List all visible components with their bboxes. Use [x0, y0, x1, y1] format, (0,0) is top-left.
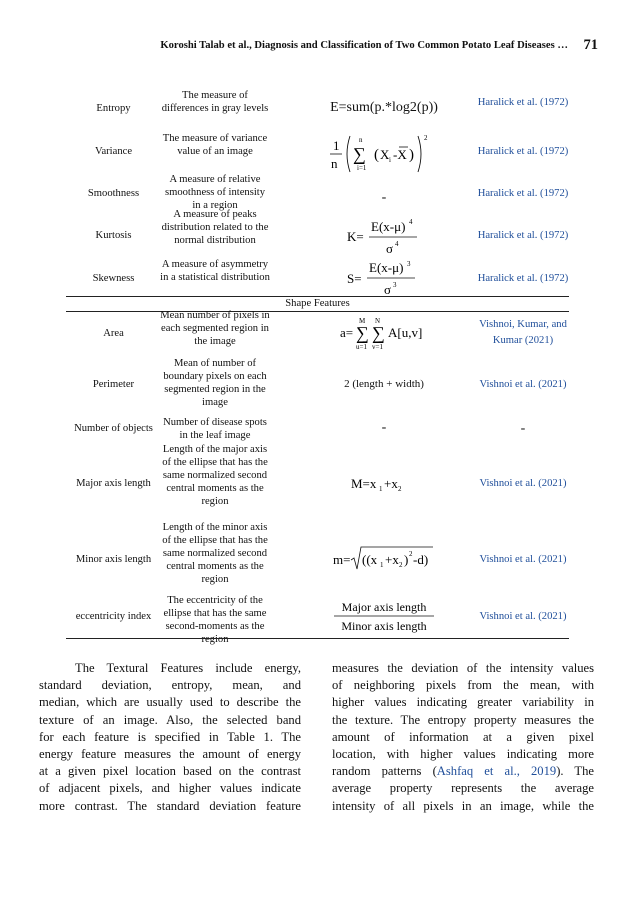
- reference-link[interactable]: Vishnoi et al. (2021): [479, 378, 567, 390]
- feature-description: A measure of relative smoothness of intensity in a region: [164, 174, 266, 211]
- feature-name: Number of objects: [74, 422, 153, 434]
- svg-text:2: 2: [398, 485, 402, 493]
- reference-link[interactable]: Haralick et al. (1972): [477, 272, 569, 284]
- formula: -: [381, 190, 387, 205]
- feature-description: Length of the minor axis of the ellipse that has the same normalized second central moments as the region: [162, 522, 268, 585]
- formula: [284, 443, 484, 523]
- feature-description: Mean number of pixels in each segmented region in the image: [160, 310, 270, 347]
- svg-text:4: 4: [409, 218, 413, 226]
- running-header: [0, 38, 638, 58]
- paragraph-line: intensity of all pixels in an image, while the: [332, 798, 594, 813]
- paragraph-line: texture of an image. Also, the selected band: [39, 712, 301, 727]
- paragraph-line: The Textural Features include energy,: [75, 661, 301, 675]
- svg-text:a=: a=: [340, 325, 354, 340]
- table-row: [66, 258, 569, 298]
- formula: [284, 130, 484, 176]
- area-formula-graphic: [334, 313, 434, 353]
- feature-name: eccentricity index: [75, 610, 152, 622]
- formula: [284, 309, 484, 357]
- svg-text:i=1: i=1: [357, 164, 367, 172]
- svg-text:X: X: [380, 147, 390, 162]
- svg-text:): ): [404, 552, 409, 567]
- reference-link[interactable]: Vishnoi et al. (2021): [479, 477, 567, 489]
- feature-description: A measure of asymmetry in a statistical distribution: [160, 259, 270, 283]
- svg-text:3: 3: [407, 260, 411, 268]
- svg-text:S=: S=: [347, 271, 362, 286]
- svg-text:σ: σ: [386, 241, 394, 256]
- paragraph-line: of adjacent pixels, and higher values indicate: [39, 781, 301, 796]
- paragraph-line: of neighboring pixels from the mean, with: [332, 678, 594, 693]
- formula: [284, 208, 484, 262]
- feature-name: Variance: [94, 145, 133, 157]
- svg-text:2: 2: [409, 550, 413, 558]
- svg-text:E(x-μ): E(x-μ): [371, 219, 406, 234]
- feature-description: The measure of variance value of an image: [162, 133, 268, 157]
- table-row: [66, 130, 569, 172]
- svg-text:+x: +x: [384, 476, 398, 491]
- svg-text:∑: ∑: [372, 323, 385, 343]
- formula: -: [381, 420, 387, 435]
- paragraph-line: amount of information at a given pixel: [332, 729, 594, 744]
- feature-description: Mean of number of boundary pixels on each segmented region in the image: [163, 358, 267, 408]
- svg-text:2: 2: [424, 134, 428, 142]
- svg-text:u=1: u=1: [356, 343, 367, 351]
- svg-text:-X: -X: [393, 147, 407, 162]
- svg-text:v=1: v=1: [372, 343, 383, 351]
- major-axis-formula-graphic: [339, 471, 429, 495]
- page-number: 71: [583, 37, 598, 53]
- svg-text:∑: ∑: [353, 144, 366, 164]
- svg-text:2: 2: [399, 561, 403, 569]
- feature-name: Skewness: [92, 272, 135, 284]
- paragraph-line: the texture. The entropy property measures the: [332, 712, 594, 727]
- svg-text:∑: ∑: [356, 323, 369, 343]
- paragraph-line: standard deviation, entropy, mean, and: [39, 678, 301, 693]
- svg-text:N: N: [375, 317, 381, 325]
- eccentricity-formula-graphic: [324, 596, 444, 636]
- feature-name: Area: [103, 327, 124, 339]
- svg-text:((x: ((x: [362, 552, 378, 567]
- paragraph-line: measures the deviation of the intensity values: [332, 661, 594, 675]
- feature-name: Minor axis length: [75, 553, 152, 565]
- table-bottom-rule: [66, 638, 569, 639]
- feature-description: The measure of differences in gray levels: [161, 90, 269, 114]
- svg-text:3: 3: [393, 281, 397, 289]
- table-row: [66, 414, 569, 442]
- feature-description: A measure of peaks distribution related to the normal distribution: [161, 209, 269, 246]
- paragraph-line: median, which are usually used to describe the: [39, 695, 301, 710]
- reference-link[interactable]: Haralick et al. (1972): [477, 187, 569, 199]
- table-row: [66, 309, 569, 357]
- svg-text:E(x-μ): E(x-μ): [369, 260, 404, 275]
- minor-axis-formula-graphic: [329, 544, 439, 574]
- svg-text:Major axis length: Major axis length: [341, 600, 427, 614]
- svg-text:-d): -d): [413, 552, 429, 567]
- feature-description: Length of the major axis of the ellipse that has the same normalized second central moments as the region: [162, 444, 268, 507]
- svg-text:n: n: [331, 156, 338, 171]
- svg-text:σ: σ: [384, 282, 392, 297]
- feature-name: Kurtosis: [95, 229, 132, 241]
- table-row: [66, 208, 569, 262]
- paragraph-line: at a given pixel location based on the contrast: [39, 764, 301, 779]
- reference-link[interactable]: Haralick et al. (1972): [477, 145, 569, 157]
- paragraph-line: for each feature is specified in Table 1. The: [39, 729, 301, 744]
- variance-formula-graphic: [324, 130, 444, 176]
- formula: 2 (length + width): [344, 378, 424, 390]
- body-column-right: [332, 660, 594, 815]
- paragraph-line: more contrast. The standard deviation feature: [39, 798, 301, 813]
- paragraph-line: average property represents the average: [332, 781, 594, 796]
- paragraph-line: energy feature measures the amount of energy: [39, 747, 301, 762]
- table-divider: [66, 296, 569, 297]
- svg-text:1: 1: [379, 485, 383, 493]
- skewness-formula-graphic: [339, 258, 429, 298]
- reference-link[interactable]: Vishnoi, Kumar, and Kumar (2021): [479, 319, 567, 346]
- reference-link[interactable]: Vishnoi et al. (2021): [479, 610, 567, 622]
- svg-text:A[u,v]: A[u,v]: [388, 325, 423, 340]
- svg-text:K=: K=: [347, 229, 364, 244]
- feature-name: Smoothness: [87, 187, 140, 199]
- citation-link[interactable]: Ashfaq et al., 2019: [436, 764, 557, 779]
- reference-link[interactable]: Haralick et al. (1972): [477, 96, 569, 108]
- running-title: Koroshi Talab et al., Diagnosis and Classification of Two Common Potato Leaf Diseases …: [160, 40, 568, 51]
- table-row: [66, 173, 569, 213]
- kurtosis-formula-graphic: [339, 213, 429, 257]
- table-row: [66, 521, 569, 593]
- svg-text:Minor axis length: Minor axis length: [341, 619, 427, 633]
- reference-link[interactable]: Haralick et al. (1972): [477, 229, 569, 241]
- reference-cell: -: [520, 420, 526, 436]
- feature-description: Number of disease spots in the leaf image: [163, 417, 267, 441]
- paragraph-line: higher values indicating greater variability in: [332, 695, 594, 710]
- svg-text:): ): [409, 147, 414, 163]
- table-row: [66, 357, 569, 411]
- svg-text:M: M: [359, 317, 366, 325]
- svg-text:m=: m=: [333, 552, 351, 567]
- table-row: [66, 594, 569, 645]
- svg-text:M=x: M=x: [351, 476, 377, 491]
- svg-text:n: n: [359, 136, 363, 144]
- reference-link[interactable]: Vishnoi et al. (2021): [479, 553, 567, 565]
- paragraph-line-with-citation: random patterns (Ashfaq et al., 2019). The: [332, 764, 595, 779]
- svg-text:4: 4: [395, 240, 399, 248]
- table-row: [66, 443, 569, 523]
- svg-text:(: (: [374, 147, 379, 163]
- svg-text:1: 1: [380, 561, 384, 569]
- formula: [284, 594, 484, 638]
- table-row: [66, 88, 569, 128]
- paragraph-line: location, with higher values indicating more: [332, 747, 594, 762]
- formula: [284, 258, 484, 298]
- svg-text:+x: +x: [385, 552, 399, 567]
- body-column-left: [39, 660, 301, 815]
- svg-text:1: 1: [333, 138, 340, 153]
- svg-text:i: i: [389, 156, 391, 164]
- feature-name: Perimeter: [92, 378, 135, 390]
- feature-description: The eccentricity of the ellipse that has the same second-moments as the region: [163, 595, 267, 645]
- feature-name: Entropy: [96, 102, 131, 114]
- feature-name: Major axis length: [76, 477, 151, 489]
- formula: [284, 521, 484, 597]
- section-label: Shape Features: [285, 298, 350, 309]
- formula: E=sum(p.*log2(p)): [330, 100, 438, 115]
